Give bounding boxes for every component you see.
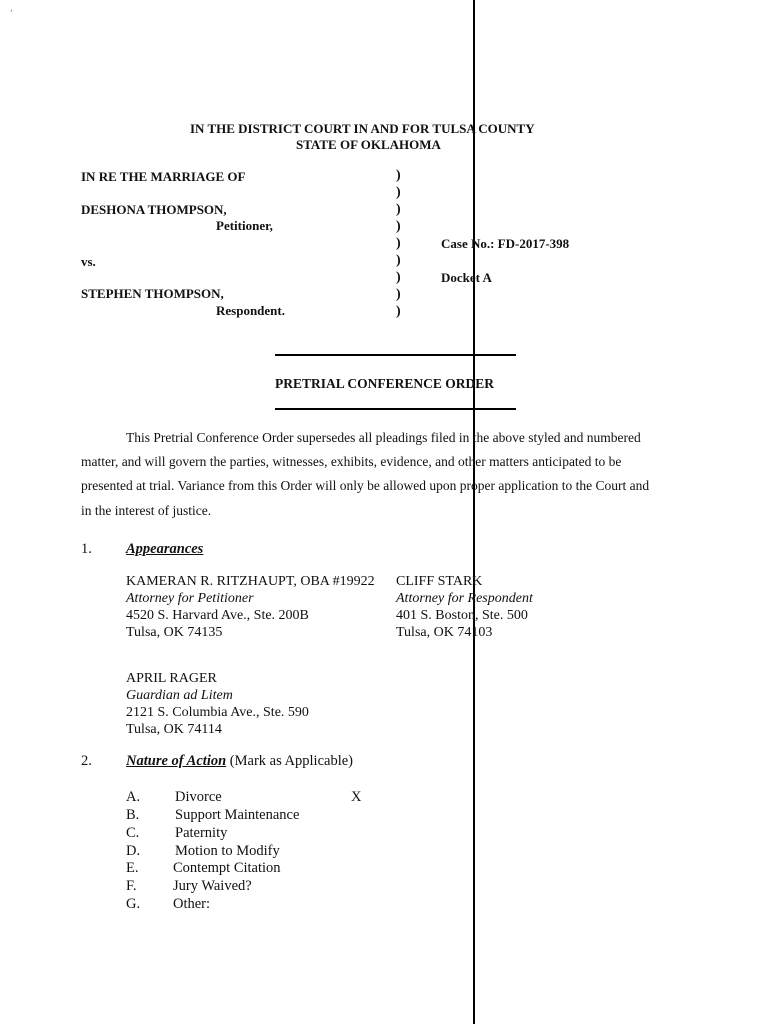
petitioner-attorney-name: KAMERAN R. RITZHAUPT, OBA #19922 [126, 574, 375, 589]
intro-line: This Pretrial Conference Order supersedes all pleadings filed in the above styled and numbered [126, 430, 641, 445]
petitioner-role: Petitioner, [216, 218, 273, 233]
action-letter: B. [126, 807, 140, 823]
guardian-name: APRIL RAGER [126, 671, 217, 686]
action-mark: X [351, 789, 362, 805]
docket: Docket A [441, 270, 492, 285]
action-label: Divorce [175, 789, 222, 805]
caption-paren: ) [396, 236, 401, 251]
caption-paren: ) [396, 270, 401, 285]
section-2-heading: Nature of Action [126, 753, 227, 769]
section-2-number: 2. [81, 753, 92, 769]
petitioner-attorney-city: Tulsa, OK 74135 [126, 625, 223, 640]
respondent-role: Respondent. [216, 303, 285, 318]
intro-line: in the interest of justice. [81, 503, 212, 518]
court-heading: IN THE DISTRICT COURT IN AND FOR TULSA COUNTY [190, 121, 535, 136]
action-label: Jury Waived? [173, 878, 252, 894]
action-letter: E. [126, 860, 139, 876]
intro-line: matter, and will govern the parties, witnesses, exhibits, evidence, and other matters anticipated to be [81, 454, 622, 469]
action-letter: G. [126, 896, 141, 912]
caption-in-re: IN RE THE MARRIAGE OF [81, 169, 246, 184]
section-1-heading: Appearances [126, 541, 204, 557]
respondent-name: STEPHEN THOMPSON, [81, 286, 224, 301]
caption-paren: ) [396, 168, 401, 183]
action-letter: A. [126, 789, 141, 805]
case-number: Case No.: FD-2017-398 [441, 236, 570, 251]
action-letter: C. [126, 825, 140, 841]
caption-paren: ) [396, 219, 401, 234]
action-letter: D. [126, 843, 141, 859]
action-label: Support Maintenance [175, 807, 300, 823]
intro-line: presented at trial. Variance from this Order will only be allowed upon proper application to the Court and [81, 478, 650, 493]
respondent-attorney-block [396, 573, 533, 641]
respondent-attorney-street: 401 S. Boston, Ste. 500 [396, 608, 528, 623]
respondent-attorney-name: CLIFF STARK [396, 574, 483, 589]
caption-paren: ) [396, 287, 401, 302]
caption-paren: ) [396, 185, 401, 200]
title-rule-bottom [275, 408, 516, 410]
scan-artifact-line [473, 0, 475, 1024]
petitioner-attorney-block [126, 573, 375, 641]
title-rule-top [275, 354, 516, 356]
document-title: PRETRIAL CONFERENCE ORDER [275, 376, 495, 391]
caption-paren: ) [396, 202, 401, 217]
caption-versus: vs. [81, 254, 96, 269]
petitioner-attorney-street: 4520 S. Harvard Ave., Ste. 200B [126, 608, 309, 623]
guardian-block [126, 670, 309, 738]
scan-speck: ʻ [10, 8, 13, 17]
section-2-note: (Mark as Applicable) [229, 753, 354, 769]
guardian-city: Tulsa, OK 74114 [126, 722, 222, 737]
caption-paren: ) [396, 304, 401, 319]
respondent-attorney-city: Tulsa, OK 74103 [396, 625, 493, 640]
petitioner-name: DESHONA THOMPSON, [81, 202, 227, 217]
section-1-number: 1. [81, 541, 92, 557]
action-label: Contempt Citation [173, 860, 281, 876]
action-label: Motion to Modify [175, 843, 280, 859]
action-letter: F. [126, 878, 137, 894]
action-label: Other: [173, 896, 211, 912]
action-label: Paternity [175, 825, 228, 841]
petitioner-attorney-role: Attorney for Petitioner [126, 591, 254, 606]
caption-paren: ) [396, 253, 401, 268]
guardian-street: 2121 S. Columbia Ave., Ste. 590 [126, 705, 309, 720]
state-heading: STATE OF OKLAHOMA [296, 137, 441, 152]
section-2-heading-row [126, 753, 353, 770]
guardian-role: Guardian ad Litem [126, 688, 233, 703]
respondent-attorney-role: Attorney for Respondent [396, 591, 533, 606]
